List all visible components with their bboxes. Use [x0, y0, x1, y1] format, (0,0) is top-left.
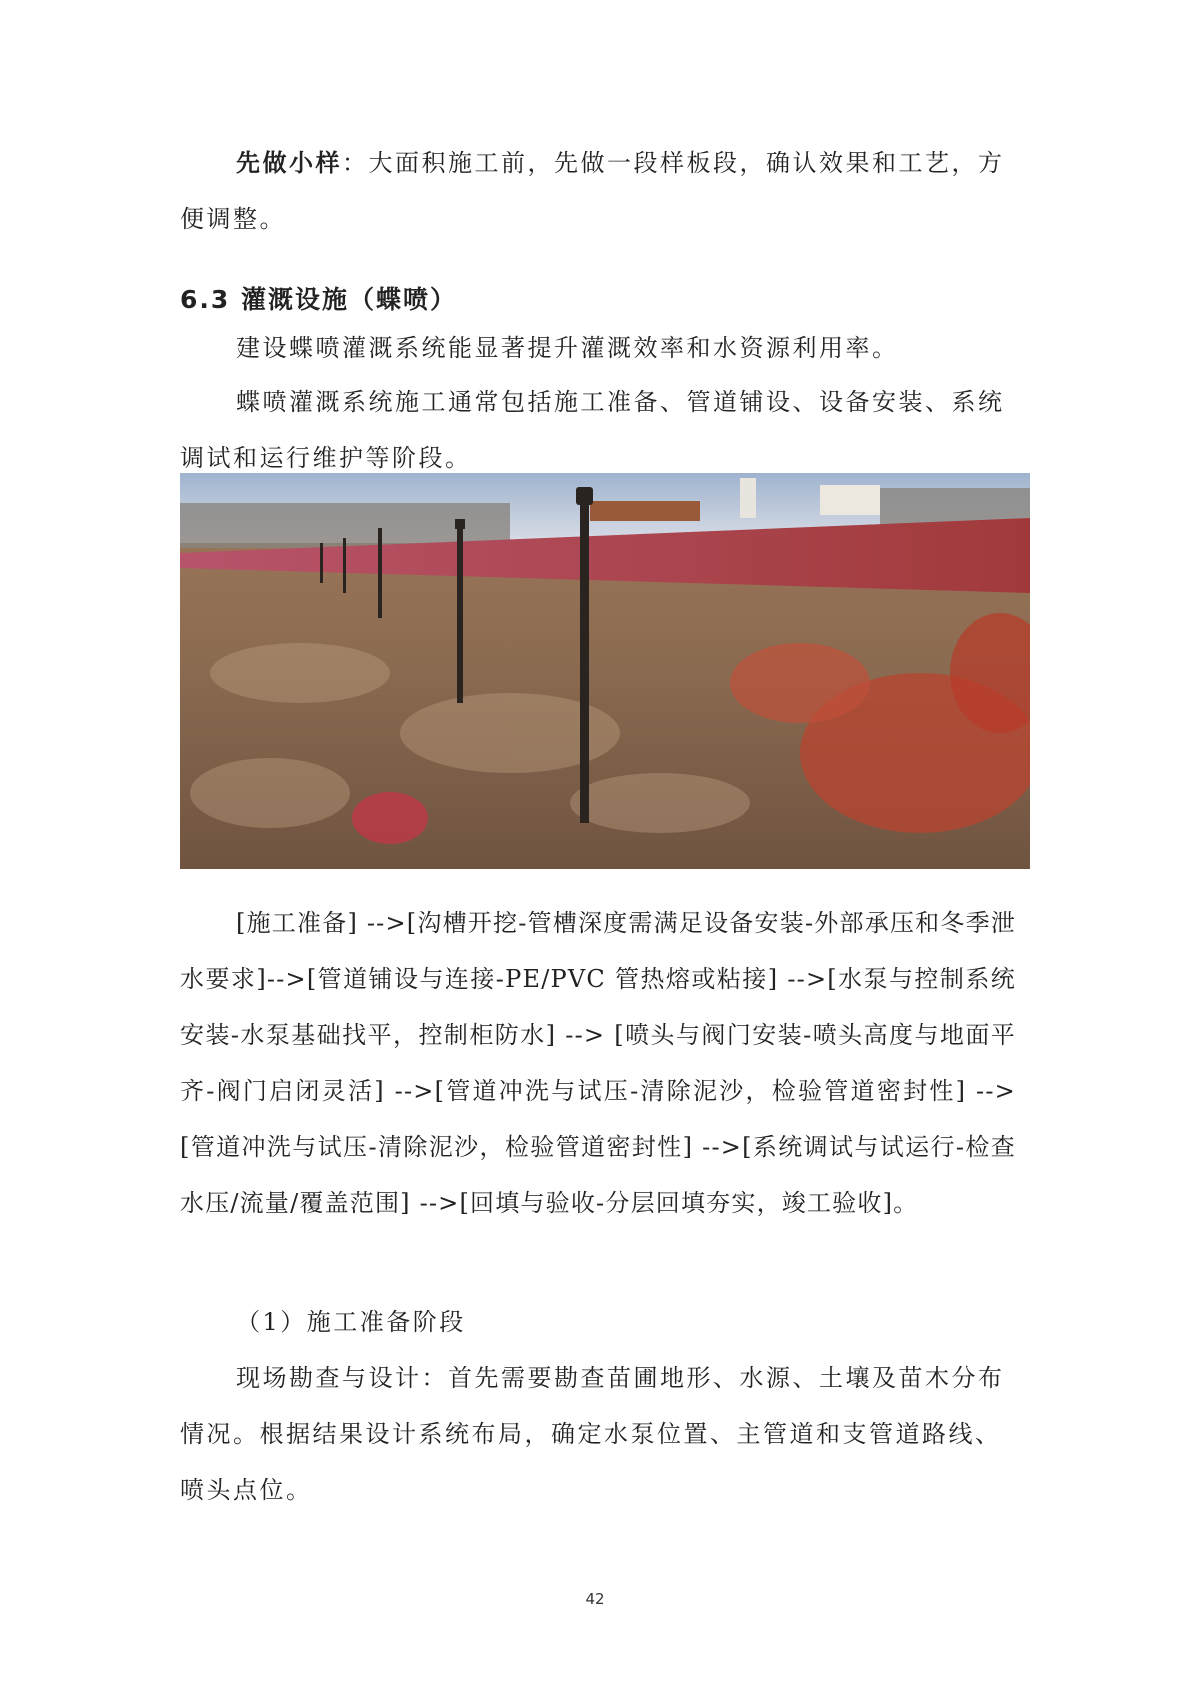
sample-note-text: ：大面积施工前，先做一段样板段，确认效果和工艺，方便调整。: [180, 149, 1005, 233]
subsection-heading: （1）施工准备阶段: [236, 1308, 466, 1336]
page-number: 42: [585, 1590, 605, 1608]
sample-note-paragraph: [180, 135, 1010, 247]
stages-paragraph: 蝶喷灌溉系统施工通常包括施工准备、管道铺设、设备安装、系统调试和运行维护等阶段。: [180, 388, 1005, 472]
survey-paragraph: 现场勘查与设计：首先需要勘查苗圃地形、水源、土壤及苗木分布情况。根据结果设计系统布局，确定水泵位置、主管道和支管道路线、喷头点位。: [180, 1364, 1005, 1504]
sample-note-lead: 先做小样: [236, 149, 342, 177]
intro-paragraph: 建设蝶喷灌溉系统能显著提升灌溉效率和水资源利用率。: [236, 334, 899, 362]
section-heading: 6.3 灌溉设施（蝶喷）: [180, 285, 457, 314]
construction-flow-paragraph: [施工准备] -->[沟槽开挖-管槽深度需满足设备安装-外部承压和冬季泄水要求]-->[管道铺设与连接-PE/PVC 管热熔或粘接] -->[水泵与控制系统安装-水泵基础找平，控制柜防水] --> [喷头与阀门安装-喷头高度与地面平齐-阀门启闭灵活] -->[管道冲洗与试压-清除泥沙，检验管道密封性] -->[管道冲洗与试压-清除泥沙，检验管道密封性] -->[系统调试与试运行-检查水压/流量/覆盖范围] -->[回填与验收-分层回填夯实，竣工验收]。: [180, 909, 1016, 1217]
irrigation-field-photo: [180, 473, 1030, 869]
